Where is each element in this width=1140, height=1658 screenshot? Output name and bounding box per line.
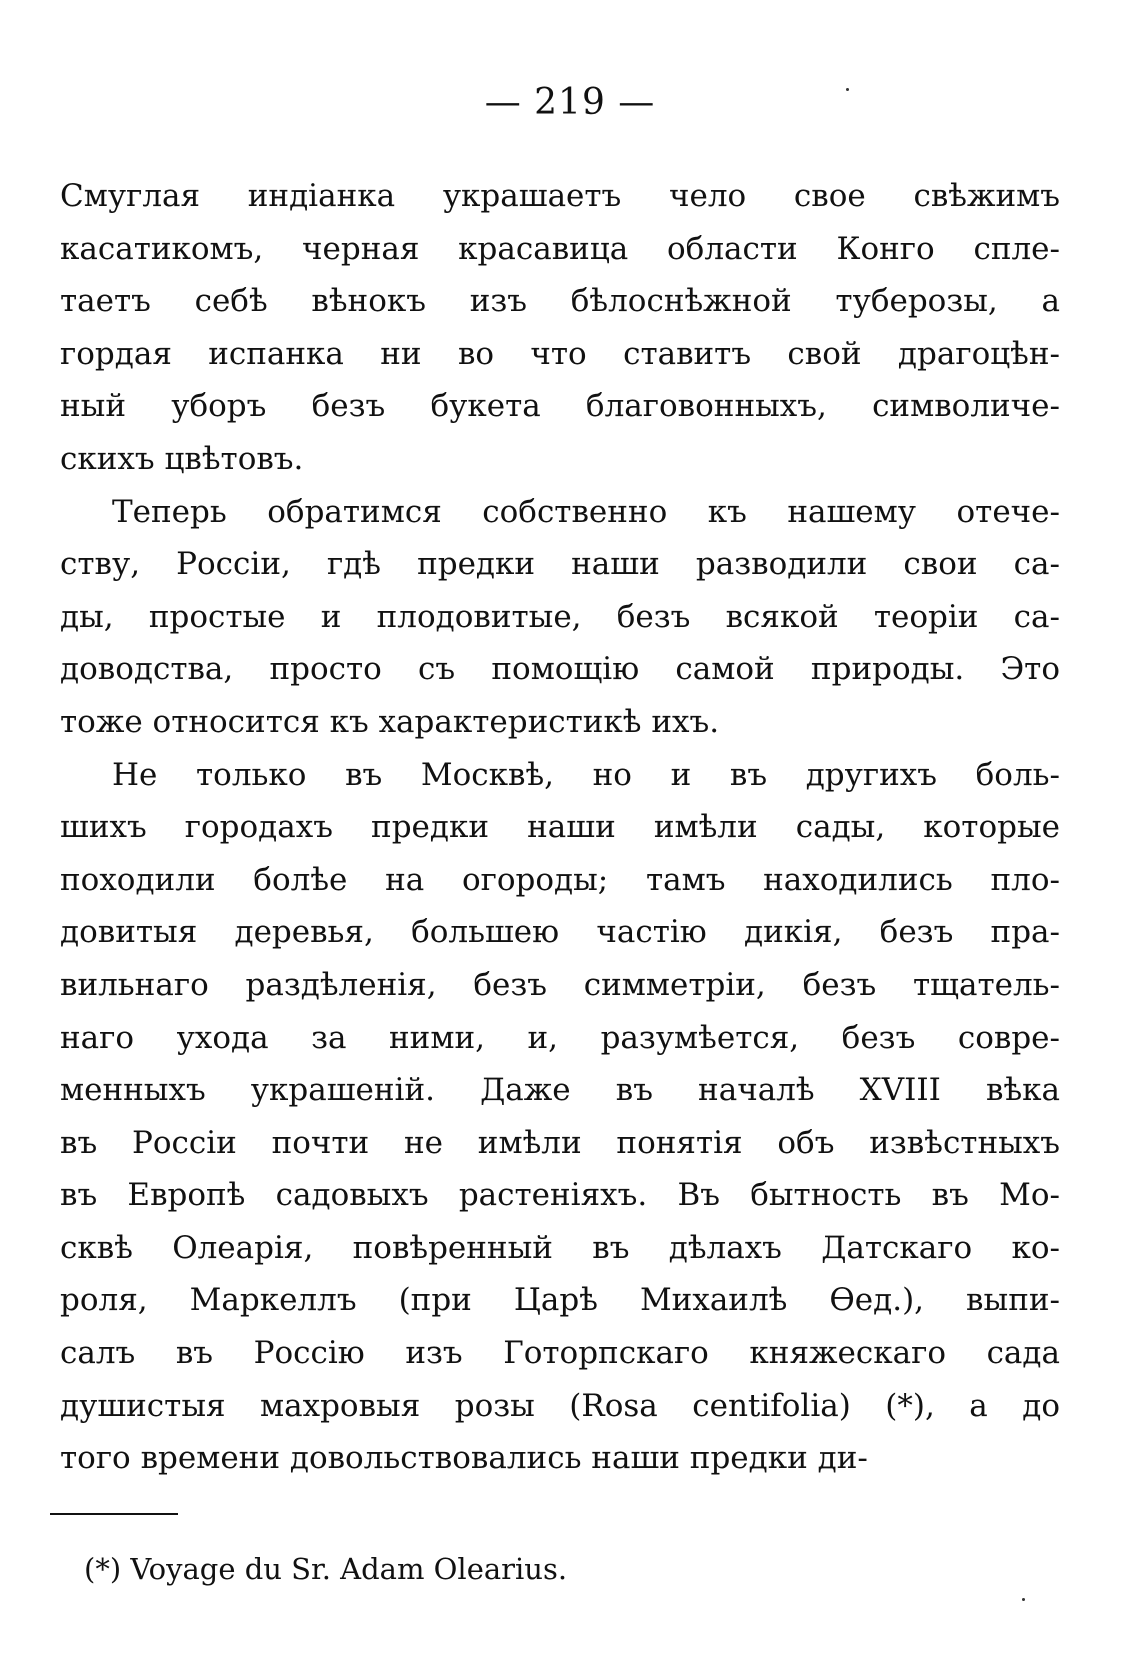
text-line: сквѣ Олеарія, повѣренный въ дѣлахъ Датскаго ко-: [60, 1229, 1060, 1266]
text-line: салъ въ Россію изъ Готорпскаго княжескаго сада: [60, 1335, 1060, 1372]
text-line: роля, Маркеллъ (при Царѣ Михаилѣ Ѳед.), выпи-: [60, 1282, 1060, 1319]
text-line: довитыя деревья, большею частію дикія, безъ пра-: [60, 914, 1060, 951]
page-number: — 219 —: [484, 82, 656, 123]
text-line: Теперь обратимся собственно къ нашему отече-: [112, 493, 1060, 530]
print-speck: [846, 88, 849, 91]
text-line: ный уборъ безъ букета благовонныхъ, символиче-: [60, 388, 1060, 425]
footnote: (*) Voyage du Sr. Adam Olearius.: [84, 1552, 568, 1586]
text-line: скихъ цвѣтовъ.: [60, 440, 304, 477]
text-line: доводства, просто съ помощію самой природы. Это: [60, 651, 1060, 688]
text-line: того времени довольствовались наши предки ди-: [60, 1440, 868, 1477]
footnote-rule: [50, 1513, 178, 1515]
text-line: наго ухода за ними, и, разумѣется, безъ совре-: [60, 1019, 1060, 1056]
text-line: ству, Россіи, гдѣ предки наши разводили свои са-: [60, 546, 1060, 583]
text-line: походили болѣе на огороды; тамъ находились пло-: [60, 861, 1060, 898]
text-line: въ Россіи почти не имѣли понятія объ извѣстныхъ: [60, 1124, 1060, 1161]
text-line: тоже относится къ характеристикѣ ихъ.: [60, 703, 720, 740]
text-line: шихъ городахъ предки наши имѣли сады, которые: [60, 809, 1060, 846]
text-line: касатикомъ, черная красавица области Конго спле-: [60, 230, 1060, 267]
body-text: [60, 170, 1060, 1485]
text-line: Не только въ Москвѣ, но и въ другихъ боль-: [112, 756, 1060, 793]
text-line: менныхъ украшеній. Даже въ началѣ XVIII вѣка: [60, 1072, 1060, 1109]
text-line: вильнаго раздѣленія, безъ симметріи, безъ тщатель-: [60, 966, 1060, 1003]
text-line: гордая испанка ни во что ставитъ свой драгоцѣн-: [60, 335, 1060, 372]
text-line: душистыя махровыя розы (Rosa centifolia) (*), а до: [60, 1387, 1060, 1424]
paragraph: [60, 486, 1060, 749]
text-line: таетъ себѣ вѣнокъ изъ бѣлоснѣжной туберозы, а: [60, 283, 1060, 320]
text-line: Смуглая индіанка украшаетъ чело свое свѣжимъ: [60, 178, 1060, 214]
paragraph: [60, 749, 1060, 1485]
paragraph: [60, 170, 1060, 486]
text-line: въ Европѣ садовыхъ растеніяхъ. Въ бытность въ Мо-: [60, 1177, 1060, 1214]
print-speck: [1022, 1598, 1025, 1601]
text-line: ды, простые и плодовитые, безъ всякой теоріи са-: [60, 598, 1060, 635]
